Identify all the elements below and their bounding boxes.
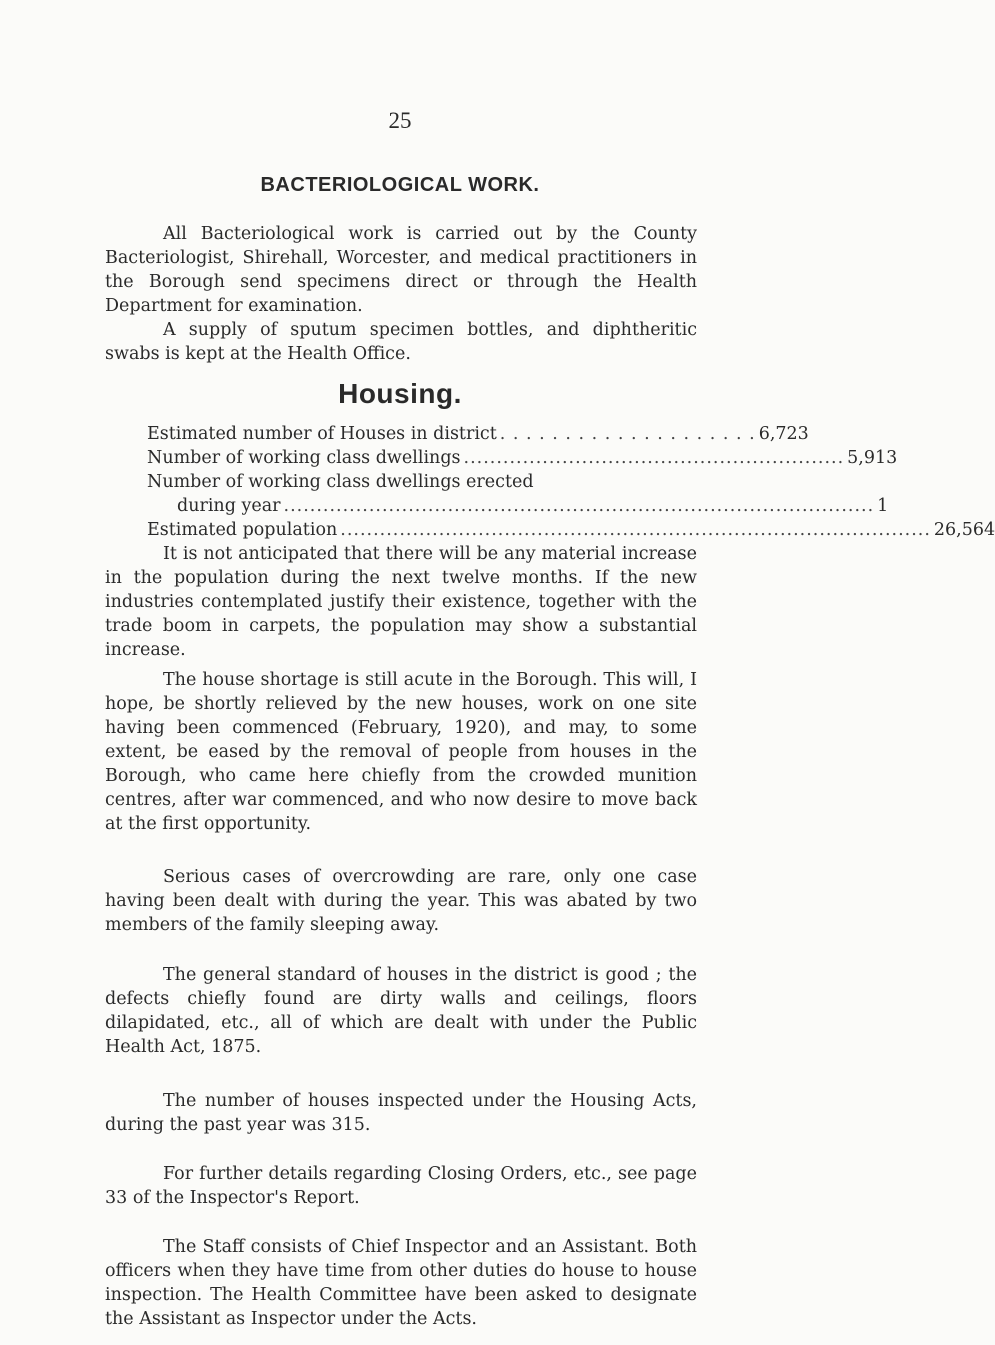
- stat-row-working-class-dwellings: [105, 448, 898, 472]
- stat-label: Number of working class dwellings erected: [147, 472, 534, 492]
- leader-dots: ..........................................................................................: [340, 520, 931, 540]
- stat-value: 26,564: [933, 520, 995, 540]
- housing-paragraph-4: The general standard of houses in the district is good ; the defects chiefly found are dirty walls and ceilings, floors dilapidated, etc., all of which are dealt with under the Public Health Act, 1875.: [105, 965, 697, 1057]
- leader-dots: ..........................................................................................: [283, 496, 875, 516]
- bacteriological-paragraph-2: A supply of sputum specimen bottles, and diphtheritic swabs is kept at the Health Office.: [105, 320, 697, 364]
- stat-label: Estimated number of Houses in district: [147, 424, 497, 444]
- housing-paragraph-3: Serious cases of overcrowding are rare, only one case having been dealt with during the year. This was abated by two members of the family sleeping away.: [105, 867, 697, 935]
- bacteriological-heading: BACTERIOLOGICAL WORK.: [260, 174, 540, 196]
- stat-row-dwellings-erected-cont: [105, 496, 889, 520]
- leader-dots: . . . . . . . . . . . . . . . . . . . .: [499, 424, 756, 444]
- stat-value: 1: [877, 496, 889, 516]
- housing-heading: Housing.: [338, 378, 462, 409]
- leader-dots: ..........................................................: [463, 448, 845, 468]
- housing-paragraph-7: The Staff consists of Chief Inspector and an Assistant. Both officers when they have time from other duties do house to house inspection. The Health Committee have been asked to designate the Assistant as Inspector under the Acts.: [105, 1237, 697, 1329]
- housing-paragraph-5: The number of houses inspected under the Housing Acts, during the past year was 315.: [105, 1091, 697, 1135]
- page-number: 25: [388, 108, 412, 133]
- stat-value: 6,723: [758, 424, 809, 444]
- stat-row-dwellings-erected: [105, 472, 695, 496]
- stat-label: Number of working class dwellings: [147, 448, 461, 468]
- bacteriological-paragraph-1: All Bacteriological work is carried out by the County Bacteriologist, Shirehall, Worcester, and medical practitioners in the Borough send specimens direct or through the Health Department for examination.: [105, 224, 697, 316]
- stat-row-houses: [105, 424, 809, 448]
- stat-row-population: [105, 520, 995, 544]
- housing-paragraph-1: It is not anticipated that there will be any material increase in the population during the next twelve months. If the new industries contemplated justify their existence, together with the trade boom in carpets, the population may show a substantial increase.: [105, 544, 697, 660]
- housing-stats-list: [105, 424, 995, 544]
- stat-label: during year: [177, 496, 281, 516]
- housing-paragraph-6: For further details regarding Closing Orders, etc., see page 33 of the Inspector's Report.: [105, 1164, 697, 1208]
- housing-paragraph-2: The house shortage is still acute in the Borough. This will, I hope, be shortly relieved by the new houses, work on one site having been commenced (February, 1920), and may, to some extent, be eased by the removal of people from houses in the Borough, who came here chiefly from the crowded munition centres, after war commenced, and who now desire to move back at the first opportunity.: [105, 670, 697, 834]
- stat-label: Estimated population: [147, 520, 338, 540]
- stat-value: 5,913: [847, 448, 898, 468]
